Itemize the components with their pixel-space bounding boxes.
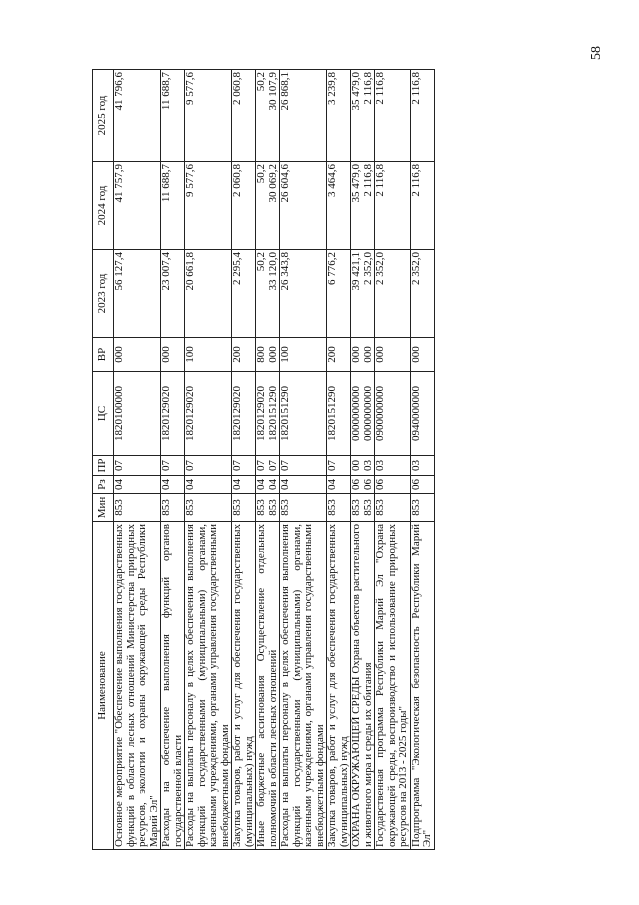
table-row	[280, 70, 327, 850]
cell-pr	[256, 456, 280, 476]
table-row	[232, 70, 256, 850]
cell-2023	[410, 250, 434, 338]
cell-2024-value: 2 060,8	[231, 164, 243, 197]
header-rz: Рз	[93, 476, 114, 494]
cell-vr-value: 000	[361, 346, 374, 363]
cell-2024-value: 50,2	[255, 164, 267, 184]
cell-2025	[375, 70, 411, 162]
rotated-table-container	[92, 70, 552, 850]
cell-pr	[185, 456, 232, 476]
cell-2025-value: 2 060,8	[231, 72, 243, 105]
cell-min-value: 853	[113, 499, 125, 516]
cell-2024	[351, 162, 375, 250]
cell-2024	[375, 162, 411, 250]
header-cs: ЦС	[93, 372, 114, 456]
cell-min-value: 853	[184, 499, 196, 516]
cell-min-value: 853	[231, 499, 243, 516]
cell-vr	[375, 338, 411, 372]
cell-pr-value: 07	[113, 460, 125, 471]
cell-2025	[410, 70, 434, 162]
table-row	[114, 70, 161, 850]
cell-2024-value: 3 464,6	[326, 164, 338, 197]
cell-2025	[161, 70, 185, 162]
cell-pr-value: 07	[231, 460, 243, 471]
cell-pr	[114, 456, 161, 476]
cell-vr-value: 000	[350, 346, 362, 363]
cell-name: Расходы на выплаты персоналу в целях обеспечения выполнения функций государственными (муниципальными) органами, казенными учреждениями, органами управления государственными внебюджетными фондами	[185, 522, 232, 850]
cell-vr	[410, 338, 434, 372]
cell-2024-value: 41 757,9	[113, 164, 125, 203]
cell-2023-value: 2 352,0	[361, 252, 374, 285]
header-vr: ВР	[93, 338, 114, 372]
page-number: 58	[589, 46, 604, 60]
cell-2025	[114, 70, 161, 162]
cell-vr	[256, 338, 280, 372]
cell-2024	[280, 162, 327, 250]
cell-pr-value: 07	[326, 460, 338, 471]
table-header-row	[93, 70, 114, 850]
cell-2023-value: 20 661,8	[184, 252, 196, 291]
cell-min	[114, 494, 161, 522]
cell-min-value: 853	[374, 499, 386, 516]
cell-2023-value: 2 352,0	[374, 252, 386, 285]
cell-rz-value: 04	[326, 479, 338, 490]
cell-rz-value: 06	[409, 479, 422, 490]
cell-pr	[232, 456, 256, 476]
cell-rz-value: 04	[184, 479, 196, 490]
cell-2024	[327, 162, 351, 250]
cell-2025	[280, 70, 327, 162]
cell-pr	[351, 456, 375, 476]
cell-2024-value: 35 479,0	[350, 164, 362, 203]
cell-cs-value: 1820129020	[184, 386, 196, 441]
cell-pr	[161, 456, 185, 476]
header-pr: ПР	[93, 456, 114, 476]
cell-vr	[114, 338, 161, 372]
cell-pr	[410, 456, 434, 476]
cell-2023	[375, 250, 411, 338]
cell-min	[410, 494, 434, 522]
table-row	[327, 70, 351, 850]
cell-rz	[327, 476, 351, 494]
cell-cs-value: 1820151290	[266, 386, 279, 441]
cell-2024-value: 11 688,7	[160, 164, 172, 203]
cell-vr-value: 000	[374, 346, 386, 363]
cell-cs	[327, 372, 351, 456]
cell-min-value: 853	[279, 499, 291, 516]
cell-min-value: 853	[409, 499, 422, 516]
cell-vr-value: 200	[326, 346, 338, 363]
cell-vr	[280, 338, 327, 372]
header-min: Мин	[93, 494, 114, 522]
table-row	[161, 70, 185, 850]
cell-pr-value: 03	[374, 460, 386, 471]
cell-pr-value: 03	[409, 460, 422, 471]
cell-cs-value: 0900000000	[374, 386, 386, 441]
table-body	[114, 70, 435, 850]
cell-2023-value: 56 127,4	[113, 252, 125, 291]
cell-2024-value: 26 604,6	[279, 164, 291, 203]
table-row	[375, 70, 411, 850]
cell-name: Расходы на выплаты персоналу в целях обеспечения выполнения функций государственными (муниципальными) органами, казенными учреждениями, органами управления государственными внебюджетными фондами	[280, 522, 327, 850]
cell-cs	[280, 372, 327, 456]
table-row	[351, 70, 375, 850]
cell-2024	[185, 162, 232, 250]
cell-2025-value: 9 577,6	[184, 72, 196, 105]
cell-2023	[232, 250, 256, 338]
cell-pr-value: 03	[361, 460, 374, 471]
cell-pr-value: 00	[350, 460, 362, 471]
cell-cs-value: 1820129020	[255, 386, 267, 441]
cell-2025	[351, 70, 375, 162]
cell-cs	[410, 372, 434, 456]
cell-vr-value: 000	[113, 346, 125, 363]
cell-pr-value: 07	[266, 460, 279, 471]
cell-pr-value: 07	[279, 460, 291, 471]
cell-cs-value: 0000000000	[350, 386, 362, 441]
cell-vr-value: 000	[266, 346, 279, 363]
cell-rz-value: 06	[350, 479, 362, 490]
cell-rz-value: 06	[374, 479, 386, 490]
cell-min-value: 853	[326, 499, 338, 516]
cell-min	[327, 494, 351, 522]
cell-2024	[256, 162, 280, 250]
cell-cs-value: 1820100000	[113, 386, 125, 441]
cell-vr	[161, 338, 185, 372]
cell-pr-value: 07	[160, 460, 172, 471]
cell-2023-value: 2 352,0	[409, 252, 422, 285]
cell-2023-value: 2 295,4	[231, 252, 243, 285]
cell-rz-value: 04	[279, 479, 291, 490]
cell-pr-value: 07	[255, 460, 267, 471]
cell-2023	[161, 250, 185, 338]
cell-min-value: 853	[160, 499, 172, 516]
cell-rz-value: 04	[160, 479, 172, 490]
header-2024: 2024 год	[93, 162, 114, 250]
cell-2023	[280, 250, 327, 338]
cell-min-value: 853	[361, 499, 374, 516]
cell-name: Государственная программа Республики Марий Эл "Охрана окружающей среды, воспроизводство и использование природных ресурсов на 2013 - 2025 годы"	[375, 522, 411, 850]
cell-min-value: 853	[266, 499, 279, 516]
cell-rz	[410, 476, 434, 494]
cell-name: Иные бюджетные ассигнования Осуществление отдельных полномочий в области лесных отношений	[256, 522, 280, 850]
cell-rz	[375, 476, 411, 494]
cell-2025-value: 26 868,1	[279, 72, 291, 111]
cell-name: ОХРАНА ОКРУЖАЮЩЕЙ СРЕДЫ Охрана объектов растительного и животного мира и среды их обитания	[351, 522, 375, 850]
cell-pr	[327, 456, 351, 476]
cell-2025-value: 2 116,8	[409, 72, 422, 105]
cell-cs	[351, 372, 375, 456]
cell-2025-value: 3 239,8	[326, 72, 338, 105]
cell-cs-value: 1820151290	[279, 386, 291, 441]
cell-min	[375, 494, 411, 522]
cell-2023-value: 50,2	[255, 252, 267, 272]
header-2025: 2025 год	[93, 70, 114, 162]
cell-name: Закупка товаров, работ и услуг для обеспечения государственных (муниципальных) нужд	[232, 522, 256, 850]
cell-rz	[232, 476, 256, 494]
cell-rz	[351, 476, 375, 494]
cell-2025-value: 35 479,0	[350, 72, 362, 111]
cell-2023-value: 26 343,8	[279, 252, 291, 291]
cell-min	[185, 494, 232, 522]
cell-2025	[327, 70, 351, 162]
cell-cs	[114, 372, 161, 456]
cell-2023	[351, 250, 375, 338]
cell-2023-value: 33 120,0	[266, 252, 279, 291]
cell-min	[280, 494, 327, 522]
cell-name: Закупка товаров, работ и услуг для обеспечения государственных (муниципальных) нужд	[327, 522, 351, 850]
cell-2024-value: 30 069,2	[266, 164, 279, 203]
cell-2024	[161, 162, 185, 250]
cell-cs-value: 0940000000	[409, 386, 422, 441]
cell-name: Основное мероприятие "Обеспечение выполнения государственных функций в области лесных отношений Министерства природных ресурсов, экологии и охраны окружающей среды Республики Марий Эл"	[114, 522, 161, 850]
cell-pr	[375, 456, 411, 476]
cell-cs-value: 0000000000	[361, 386, 374, 441]
cell-2025	[256, 70, 280, 162]
cell-rz	[256, 476, 280, 494]
cell-vr	[351, 338, 375, 372]
cell-cs-value: 1820129020	[231, 386, 243, 441]
cell-cs	[185, 372, 232, 456]
cell-rz	[185, 476, 232, 494]
cell-min	[256, 494, 280, 522]
cell-2023	[114, 250, 161, 338]
cell-cs-value: 1820129020	[160, 386, 172, 441]
cell-2025-value: 11 688,7	[160, 72, 172, 111]
cell-cs	[256, 372, 280, 456]
cell-2024-value: 2 116,8	[409, 164, 422, 197]
table-row	[256, 70, 280, 850]
cell-min	[232, 494, 256, 522]
cell-vr-value: 000	[409, 346, 422, 363]
cell-2024	[232, 162, 256, 250]
cell-2024-value: 2 116,8	[361, 164, 374, 197]
cell-2025-value: 30 107,9	[266, 72, 279, 111]
cell-2024	[114, 162, 161, 250]
cell-rz-value: 04	[255, 479, 267, 490]
cell-2024-value: 9 577,6	[184, 164, 196, 197]
cell-2023	[327, 250, 351, 338]
cell-2023	[256, 250, 280, 338]
cell-cs-value: 1820151290	[326, 386, 338, 441]
cell-2023	[185, 250, 232, 338]
cell-2025-value: 2 116,8	[361, 72, 374, 105]
cell-vr-value: 000	[160, 346, 172, 363]
cell-rz-value: 04	[113, 479, 125, 490]
cell-vr-value: 200	[231, 346, 243, 363]
cell-pr-value: 07	[184, 460, 196, 471]
budget-table	[92, 69, 435, 850]
cell-rz-value: 04	[266, 479, 279, 490]
cell-name: Расходы на обеспечение выполнения функций органов государственной власти	[161, 522, 185, 850]
cell-2025-value: 50,2	[255, 72, 267, 92]
cell-rz-value: 04	[231, 479, 243, 490]
cell-vr	[327, 338, 351, 372]
cell-2023-value: 23 007,4	[160, 252, 172, 291]
cell-2024-value: 2 116,8	[374, 164, 386, 197]
cell-2024	[410, 162, 434, 250]
cell-rz	[161, 476, 185, 494]
cell-min	[161, 494, 185, 522]
cell-pr	[280, 456, 327, 476]
header-2023: 2023 год	[93, 250, 114, 338]
cell-rz	[280, 476, 327, 494]
cell-2025-value: 41 796,6	[113, 72, 125, 111]
cell-min-value: 853	[350, 499, 362, 516]
cell-min-value: 853	[255, 499, 267, 516]
cell-vr	[185, 338, 232, 372]
cell-2023-value: 6 776,2	[326, 252, 338, 285]
cell-name: Подпрограмма "Экологическая безопасность Республики Марий Эл"	[410, 522, 434, 850]
cell-vr-value: 100	[279, 346, 291, 363]
cell-min	[351, 494, 375, 522]
table-row	[410, 70, 434, 850]
cell-vr-value: 100	[184, 346, 196, 363]
cell-cs	[232, 372, 256, 456]
cell-rz-value: 06	[361, 479, 374, 490]
cell-rz	[114, 476, 161, 494]
cell-2025-value: 2 116,8	[374, 72, 386, 105]
cell-vr	[232, 338, 256, 372]
cell-2025	[232, 70, 256, 162]
table-row	[185, 70, 232, 850]
cell-vr-value: 800	[255, 346, 267, 363]
cell-2025	[185, 70, 232, 162]
cell-cs	[161, 372, 185, 456]
header-name: Наименование	[93, 522, 114, 850]
cell-cs	[375, 372, 411, 456]
cell-2023-value: 39 421,1	[350, 252, 362, 291]
